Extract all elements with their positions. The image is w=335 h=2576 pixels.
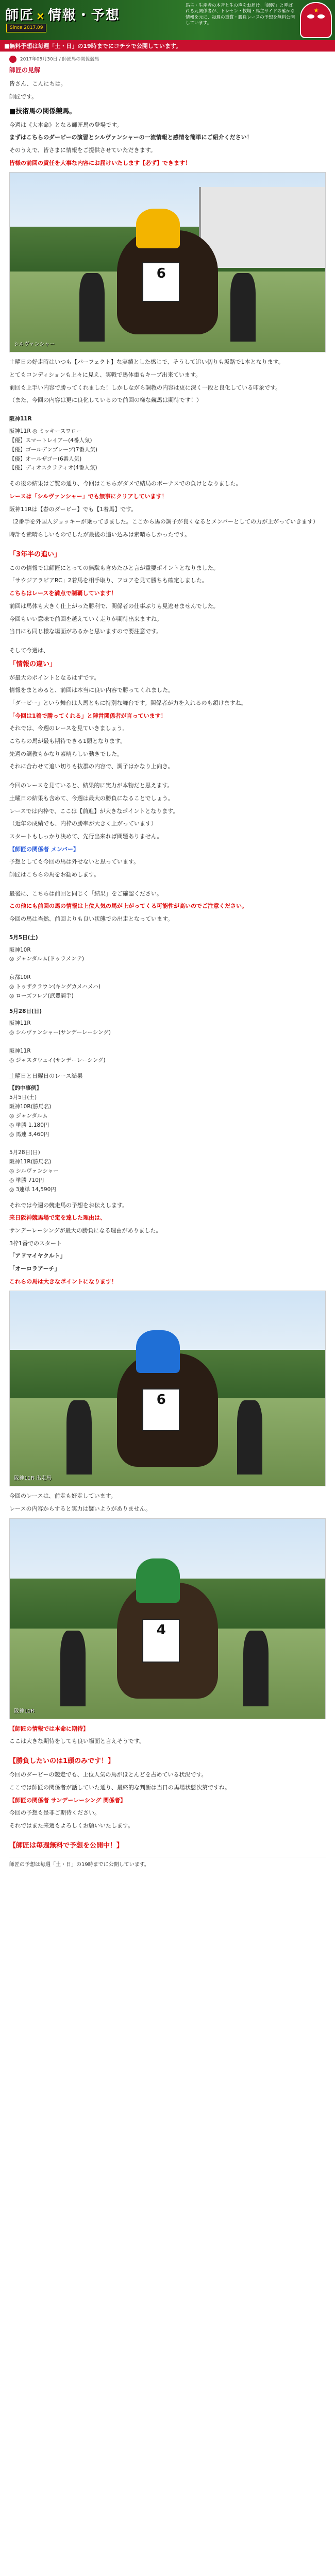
paragraph: 師匠はこちらの馬をお勧めします。 [9,871,100,878]
post-meta: 2017年05月30日 / 師匠馬の関係競馬 [9,56,326,64]
site-title: 師匠 × 情報・予想 [5,8,120,23]
emphasis-heading: 「情報の違い」 [9,660,57,668]
paragraph: （また、今回の内容は更に良化しているので前回の様な競馬は期待です！） [9,397,202,404]
paragraph: 今回の予想も是非ご期待ください。 [9,1809,100,1817]
race-block: 5月28日(日) 阪神11R ◎ シルヴァンシャー(サンデーレーシング) 阪神11R ◎ ジャスタウェイ(サンデーレーシング) [9,1008,111,1063]
paragraph: 前回も上手い内容で勝ってくれました！しかしながら調教の内容は更に深く一段と良化している印象です。 [9,384,281,391]
emphasis-heading: 【勝負したいのは1頭のみです！】 [9,1757,115,1766]
paragraph: レースでは内枠で、ここは【前進】が大きなポイントとなります。 [9,807,179,815]
paragraph: まずはこちらのダービーの演習とシルヴァンシャーの一流情報と感情を簡単にご紹介ください！ [9,134,253,141]
section-heading: ■技術馬の関係競馬。 [9,107,76,115]
paragraph: 3枠1番でのスタート [9,1240,62,1247]
paragraph: こちらの馬が最も期待できる1頭となります。 [9,738,126,745]
paragraph: 「ダービー」という舞台は人馬ともに特別な舞台です。関係者が力を入れるのも頷けますね。 [9,700,247,707]
emphasis-text: 「オーロラアーチ」 [9,1265,60,1272]
masked-mascot-icon: ★ [300,2,332,38]
site-banner[interactable] [0,0,335,40]
paragraph: 今回の馬は当然、前回よりも良い状態での出走となっています。 [9,916,174,923]
paragraph: それでは今週の競走馬の予想をお伝えします。 [9,1201,128,1209]
paragraph: 皆さん、こんにちは。 [9,80,66,88]
highlight-text: 皆様の前回の責任を大事な内容にお届けいたします【必ず】できます！ [9,159,191,166]
paragraph: そのうえで、皆さまに情報をご提供させていただきます。 [9,147,156,154]
paragraph: とてもコンディションも上々に見え、実戦で馬体重もキープ出来ています。 [9,371,202,379]
paragraph: 今回のダービーの競走でも、上位人気の馬がほとんどを占めている状況です。 [9,1771,207,1778]
post-footer: 師匠の予想は毎週「土・日」の19時までに公開しています。 [9,1857,326,1869]
paragraph: （近年の成績でも、内枠の勝率が大きく上がっています） [9,820,157,827]
paragraph: 当日にも同じ様な場面があるかと思いますので要注意です。 [9,628,162,635]
paragraph: レースの内容からすると実力は疑いようがありません。 [9,1505,152,1512]
paddock-photo: 6 阪神11R 出走馬 [9,1291,326,1486]
paragraph: 今週は《大本命》となる師匠馬の登場です。 [9,121,123,128]
author-avatar [9,56,16,63]
paragraph: 先週の調教もかなり素晴らしい動きでした。 [9,750,123,757]
highlight-text: レースは「シルヴァンシャー」でも無事にクリアしています！ [9,493,167,500]
paragraph: 最後に、こちらは前回と同じく「結果」をご確認ください。 [9,890,162,897]
highlight-text: これらの馬は大きなポイントになります！ [9,1278,117,1285]
paragraph: ここでは師匠の関係者が話していた通り、最終的な判断は当日の馬場状態次第ですね。 [9,1784,230,1791]
photo-caption: 阪神11R 出走馬 [14,1476,52,1482]
paragraph: その後の結果はご覧の通り、今回はこちらがダメで結局のボーナスでの負けとなりました。 [9,480,242,487]
paragraph: 土曜日の結果も含めて、今週は最大の勝負になることでしょう。 [9,794,174,802]
paragraph: ここは大きな期待をしても良い場面と言えそうです。 [9,1738,145,1745]
paragraph: 時計も素晴らしいものでしたが最後の追い込みは素晴らしかったです。 [9,531,191,538]
race-line: 【優】ディオスクラティオ(4番人気) [9,465,97,471]
paragraph: 今回のレースを見ていると、結果的に実力が本物だと思えます。 [9,782,173,789]
emphasis-text: 「アドマイヤクルト」 [9,1252,66,1260]
paragraph: スタートもしっかり決めて、先行出来れば問題ありません。 [9,833,163,840]
post-body [0,52,335,1869]
highlight-text: 「今回は1着で勝ってくれる」と陣営関係者が言っています！ [9,712,166,719]
race-line: 【優】ゴールデンブレーブ(7番人気) [9,446,98,453]
paragraph: サンデーレーシングが最大の勝負になる理由がありました。 [9,1227,162,1234]
race-list: 阪神11R 阪神11R ◎ ミッキースワロー 【優】スマートレイアー(4番人気) 【優】ゴールデンブレーブ(7番人気) 【優】オールザゴー(6番人気) 【優】ディオスクラティオ(4番人気) [9,415,326,473]
announcement-ticker[interactable]: ■無料予想は毎週「土・日」の19時までにコチラで公開しています。 [0,40,335,52]
paragraph: （2番手を外国人ジョッキーが乗ってきました。ここから馬の調子が良くなるとメンバーとしての力が上がっていきます） [9,518,319,526]
paragraph: 阪神11Rは【春のダービー】でも【1着馬】です。 [9,505,137,513]
race-line: 【優】スマートレイアー(4番人気) [9,437,92,444]
site-description: 馬主・生産者の本音と生の声をお届け。「師匠」と呼ばれる元関係者が、トレセン・牧場・馬主サイドの確かな情報を元に、毎週の重賞・勝負レースの予想を無料公開しています。 [186,3,295,26]
paragraph: 土曜日の好走時はいつも【パーフェクト】な実績とした感じで、そうして追い切りも坂路で1本となります。 [9,359,284,366]
emphasis-heading: 「3年半の追い」 [9,550,61,558]
photo-caption: 阪神10R [14,1708,35,1714]
paragraph: そして今週は、 [9,647,49,654]
paragraph: それでは、今週のレースを見ていきましょう。 [9,725,128,732]
paragraph: 師匠です。 [9,93,38,100]
paragraph: 「サウジアラビアRC」2着馬を相手取り、フロアを見て勝ちも確定しました。 [9,577,208,584]
highlight-text: 【師匠の関係者 サンデーレーシング 関係者】 [9,1797,126,1804]
since-badge: Since 2017.09 [6,24,46,32]
paragraph: 今回のレースは、前走も好走しています。 [9,1493,116,1500]
paragraph: それではまた来週もよろしくお願いいたします。 [9,1822,134,1829]
post-title[interactable]: 師匠の見解 [9,66,41,74]
result-block: 【的中事例】 5月5日(土) 阪神10R(勝馬名) ◎ ジャンダルム ◎ 単勝 1,180円 ◎ 馬連 3,460円 5月28日(日) 阪神11R(勝馬名) ◎ シルヴァンシャー ◎ 単勝 710円 ◎ 3連単 14,590円 [9,1085,59,1193]
highlight-text: 【師匠の情報では本命に期待】 [9,1725,89,1732]
highlight-text: こちらはレースを満点で制覇しています！ [9,590,117,597]
race-block: 5月5日(土) 阪神10R ◎ ジャンダルム(ドゥラメンテ) 京都10R ◎ トゥザクラウン(キングカメハメハ) ◎ ローズフレア(武豊騎手) [9,934,100,999]
paragraph: 予想としても今回の馬は外せないと思っています。 [9,858,140,866]
paragraph: 情報をまとめると、前回は本当に良い内容で勝ってくれました。 [9,687,174,694]
highlight-text: 来日阪神競馬場で定を達した理由は、 [9,1214,106,1222]
paragraph: が最大のポイントとなるはずです。 [9,674,100,681]
paragraph: 今回もいい意味で前回を越えていく走りが期待出来ますね。 [9,615,162,622]
paragraph: 土曜日と日曜日のレース結果 [9,1072,83,1079]
paragraph: 前回は馬体も大きく仕上がった勝利で、関係者の仕事ぶりも見逃せませんでした。 [9,602,219,609]
paddock-photo: 6 シルヴァンシャー [9,172,326,352]
paragraph: このの情報では師匠にとっての無駄も含めたひと言が重要ポイントとなりました。 [9,564,219,571]
race-line: 阪神11R ◎ ミッキースワロー [9,428,82,434]
photo-caption: シルヴァンシャー [14,342,55,348]
paddock-photo: 4 阪神10R [9,1518,326,1719]
race-line: 【優】オールザゴー(6番人気) [9,455,82,462]
highlight-text: 【師匠の関係者 メンバー】 [9,845,79,853]
emphasis-heading[interactable]: 【師匠は毎週無料で予想を公開中！】 [9,1841,124,1850]
paragraph: それに合わせて追い切りも抜群の内容で、調子はかなり上向き。 [9,763,174,770]
highlight-text: この他にも前回の馬の情報は上位人気の馬が上がってくる可能性が高いのでご注意ください。 [9,903,247,910]
